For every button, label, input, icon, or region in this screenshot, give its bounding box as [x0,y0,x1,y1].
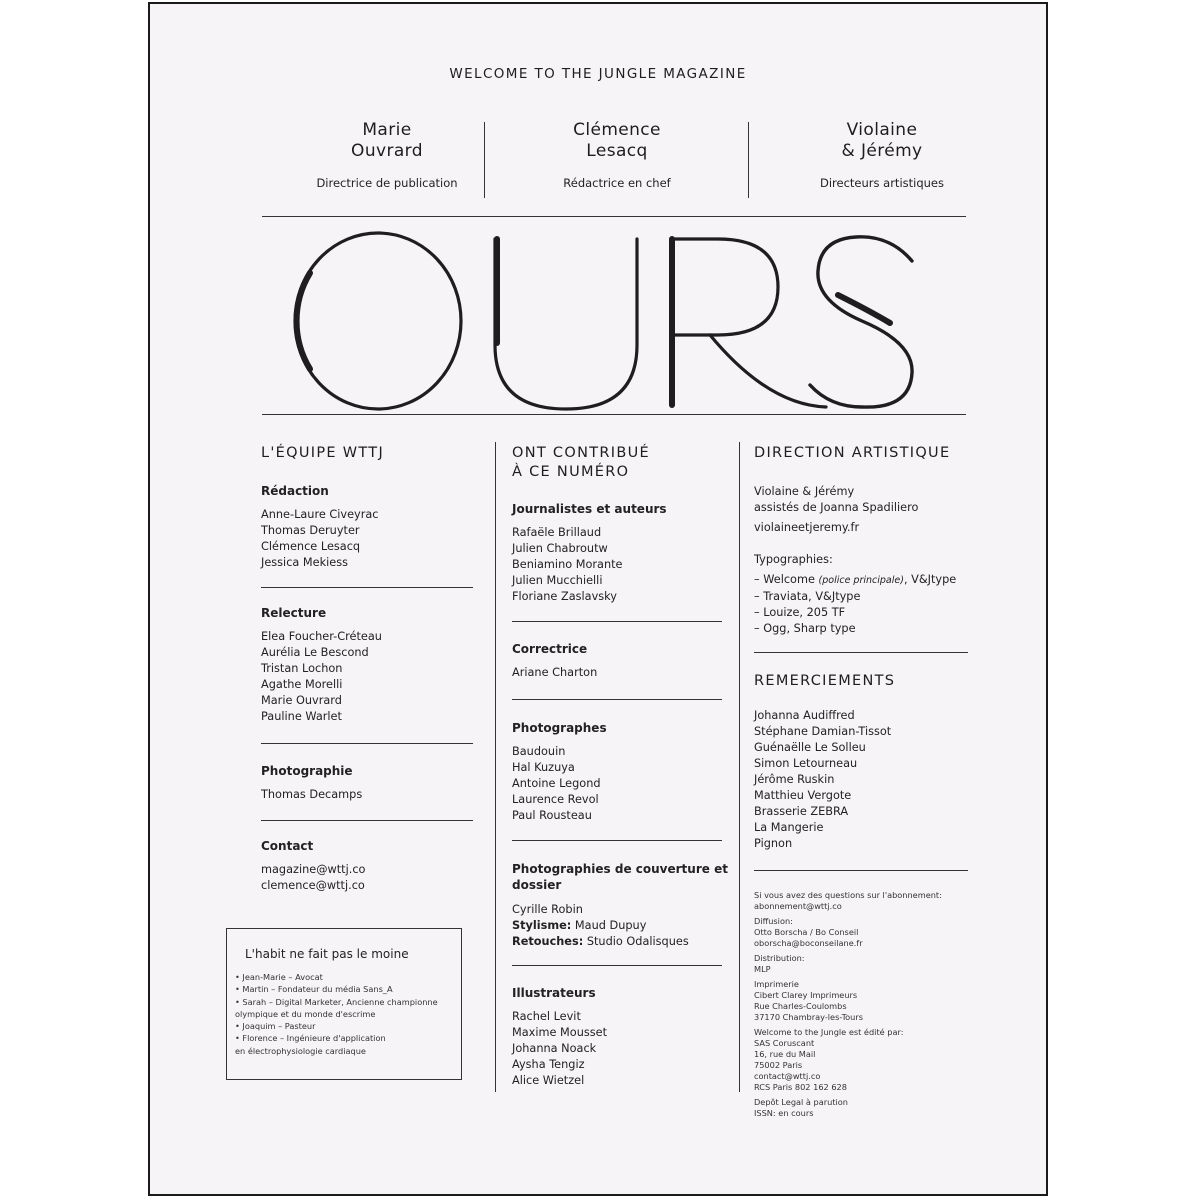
section-title: Photographies de couverture et dossier [512,862,728,892]
legal-line: abonnement@wttj.co [754,901,842,911]
website-link[interactable]: violaineetjeremy.fr [754,521,860,534]
person-name: Alice Wietzel [512,1074,585,1087]
credit-line: assistés de Joanna Spadiliero [754,501,919,514]
section-title: Photographes [512,721,607,735]
legal-line: RCS Paris 802 162 628 [754,1082,847,1092]
masthead-role: Directeurs artistiques [819,176,944,190]
masthead-role: Rédactrice en chef [563,176,671,190]
thanks-name: Pignon [754,837,793,850]
section-photographes [512,721,732,824]
section-rule [512,699,722,700]
section-relecture [261,606,481,725]
art-direction-credits [754,484,984,536]
thanks-name: Matthieu Vergote [754,789,852,802]
credit-line [512,918,734,934]
legal-line: SAS Coruscant [754,1038,815,1048]
credit-line [512,934,734,950]
rule-under-title [262,414,966,415]
credit-value: Maud Dupuy [574,919,647,932]
legal-line: Si vous avez des questions sur l'abonnement: [754,890,942,900]
legal-info [754,890,974,1119]
person-name: Ariane Charton [512,666,598,679]
typo-line: – Ogg, Sharp type [754,622,856,635]
masthead-art-directors [762,120,1002,190]
magazine-page [148,2,1048,1196]
legal-line: contact@wttj.co [754,1071,821,1081]
person-name: Rachel Levit [512,1010,581,1023]
thanks-name: Brasserie ZEBRA [754,805,849,818]
section-title: Rédaction [261,484,329,498]
thanks-name: La Mangerie [754,821,824,834]
section-rule [512,965,722,966]
section-title: Contact [261,839,314,853]
person-name: Antoine Legond [512,777,601,790]
person-name: Thomas Decamps [261,788,363,801]
section-title: Photographie [261,764,353,778]
column-divider [739,442,740,1092]
person-name: Jessica Mekiess [261,556,349,569]
person-name: Pauline Warlet [261,710,342,723]
masthead-director-publication [267,120,507,190]
thanks-heading: REMERCIEMENTS [754,673,896,689]
section-title: Correctrice [512,642,588,656]
column-heading: L'ÉQUIPE WTTJ [261,445,385,461]
section-cover-photos [512,861,734,950]
person-name: Hal Kuzuya [512,761,575,774]
legal-line: ISSN: en cours [754,1108,814,1118]
column-divider [495,442,496,1092]
masthead-divider [748,122,749,198]
person-name: Julien Mucchielli [512,574,603,587]
legal-line: Imprimerie [754,979,799,989]
column-heading: ONT CONTRIBUÉ À CE NUMÉRO [512,445,650,480]
person-name: Beniamino Morante [512,558,623,571]
column-contributors [512,444,732,482]
note-line: olympique et du monde d'escrime [235,1008,376,1019]
section-rule [261,820,473,821]
person-name: Baudouin [512,745,566,758]
note-box [226,928,462,1080]
legal-line: Depôt Legal à parution [754,1097,848,1107]
thanks-name: Johanna Audiffred [754,709,855,722]
masthead-name: Violaine & Jérémy [841,120,923,161]
typo-line: – Louize, 205 TF [754,606,846,619]
legal-line: Otto Borscha / Bo Conseil [754,927,859,937]
person-name: Paul Rousteau [512,809,592,822]
ours-title [290,225,930,415]
legal-line: oborscha@boconseilane.fr [754,938,863,948]
note-line: en électrophysiologie cardiaque [235,1045,366,1056]
contact-email: magazine@wttj.co [261,863,366,876]
note-line: • Florence – Ingénieure d'application [235,1033,386,1044]
masthead-role: Directrice de publication [316,176,458,190]
column-heading: DIRECTION ARTISTIQUE [754,445,951,461]
magazine-title: WELCOME TO THE JUNGLE MAGAZINE [449,66,747,82]
column-art-direction [754,444,984,463]
person-name: Cyrille Robin [512,903,583,916]
section-rule [754,870,968,871]
section-rule [512,840,722,841]
person-name: Marie Ouvrard [261,694,342,707]
section-title: Illustrateurs [512,986,596,1000]
thanks-name: Stéphane Damian-Tissot [754,725,892,738]
masthead-name: Clémence Lesacq [573,120,661,161]
note-line: • Joaquim – Pasteur [235,1021,316,1032]
credit-value: Studio Odalisques [586,935,689,948]
typographies [754,552,994,637]
rule-top [262,216,966,217]
legal-line: MLP [754,964,771,974]
thanks-name: Jérôme Ruskin [754,773,835,786]
note-line: • Jean-Marie – Avocat [235,972,323,982]
thanks-name: Guénaëlle Le Solleu [754,741,866,754]
section-correctrice [512,642,732,681]
section-contact [261,839,481,894]
person-name: Maxime Mousset [512,1026,608,1039]
credit-line: Violaine & Jérémy [754,485,855,498]
person-name: Tristan Lochon [261,662,343,675]
typo-title: Typographies: [754,553,833,566]
person-name: Clémence Lesacq [261,540,361,553]
note-line: • Martin – Fondateur du média Sans_A [235,984,393,995]
person-name: Johanna Noack [512,1042,597,1055]
thanks-section [754,672,984,852]
credit-label: Retouches: [512,935,584,948]
legal-line: 16, rue du Mail [754,1049,816,1059]
legal-line: Cibert Clarey Imprimeurs [754,990,858,1000]
section-rule [261,587,473,588]
legal-line: Welcome to the Jungle est édité par: [754,1027,904,1037]
typo-line: – Welcome (police principale), V&Jtype [754,573,957,586]
person-name: Floriane Zaslavsky [512,590,617,603]
contact-email: clemence@wttj.co [261,879,365,892]
person-name: Laurence Revol [512,793,599,806]
section-photographie [261,764,481,803]
legal-line: Rue Charles-Coulombs [754,1001,847,1011]
legal-line: 75002 Paris [754,1060,803,1070]
section-rule [512,621,722,622]
section-rule [754,652,968,653]
thanks-name: Simon Letourneau [754,757,858,770]
person-name: Aysha Tengiz [512,1058,585,1071]
legal-line: Distribution: [754,953,805,963]
note-title: L'habit ne fait pas le moine [245,947,409,961]
person-name: Aurélia Le Bescond [261,646,369,659]
masthead-name: Marie Ouvrard [351,120,423,161]
legal-line: Diffusion: [754,916,793,926]
note-line: • Sarah – Digital Marketer, Ancienne championne [235,996,438,1007]
typo-line: – Traviata, V&Jtype [754,590,861,603]
person-name: Anne-Laure Civeyrac [261,508,379,521]
person-name: Elea Foucher-Créteau [261,630,382,643]
legal-line: 37170 Chambray-les-Tours [754,1012,864,1022]
column-team [261,444,481,463]
person-name: Rafaële Brillaud [512,526,602,539]
masthead-editor-in-chief [497,120,737,190]
section-title: Relecture [261,606,327,620]
person-name: Julien Chabroutw [512,542,608,555]
person-name: Agathe Morelli [261,678,343,691]
section-redaction [261,484,481,571]
section-illustrators [512,986,732,1089]
section-title: Journalistes et auteurs [512,502,667,516]
person-name: Thomas Deruyter [261,524,360,537]
masthead-divider [484,122,485,198]
section-rule [261,743,473,744]
credit-label: Stylisme: [512,919,572,932]
section-journalists [512,502,732,605]
